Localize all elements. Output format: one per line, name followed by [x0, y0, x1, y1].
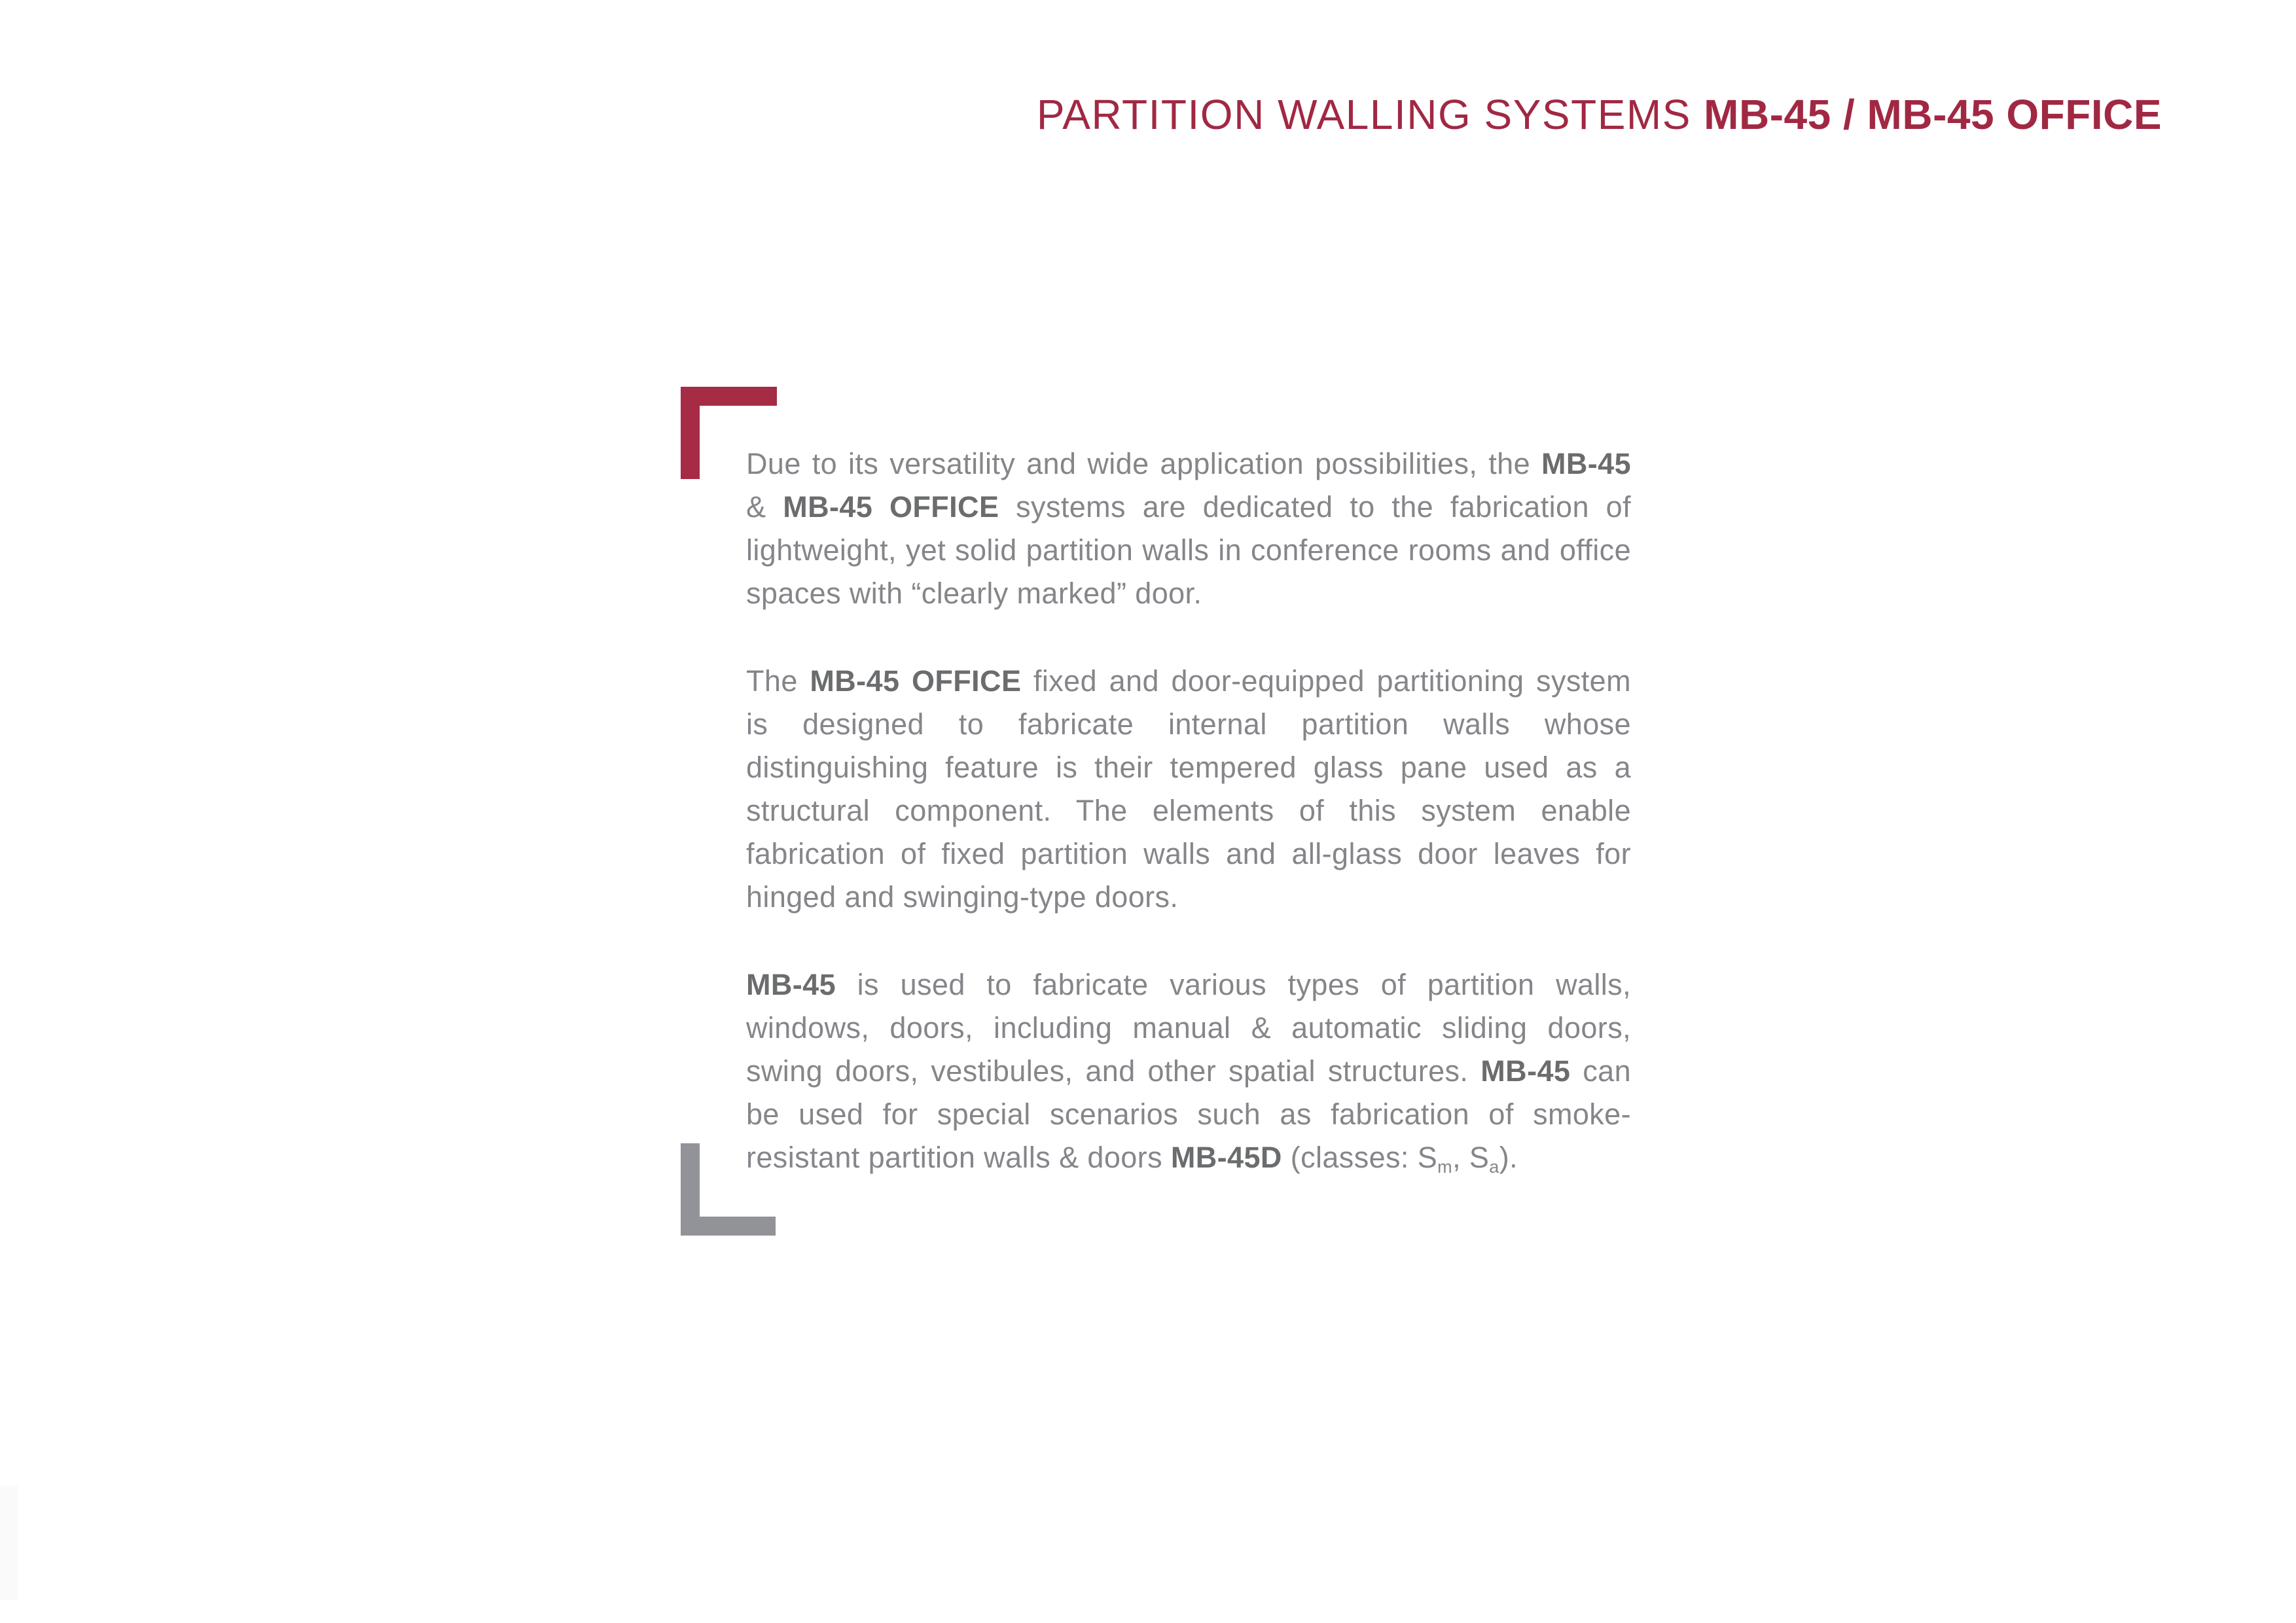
- text-segment: ).: [1499, 1141, 1518, 1174]
- subscript: a: [1489, 1156, 1499, 1177]
- page-edge-print-artifact: [0, 1486, 18, 1600]
- text-segment: (classes: S: [1282, 1141, 1438, 1174]
- paragraph-mb45-office: [746, 660, 1631, 919]
- text-segment: &: [746, 490, 783, 524]
- text-segment: fixed and door-equipped partitioning system is designed to fabricate internal partition walls whose distinguishing feature is their tempered glass pane used as a structural component. The elements of this system enable fabrication of fixed partition walls and all-glass door leaves for hinged and swinging-type doors.: [746, 664, 1631, 914]
- page-title: [1037, 93, 2162, 136]
- text-segment: Due to its versatility and wide application possibilities, the: [746, 447, 1541, 480]
- product-name: MB-45D: [1170, 1141, 1282, 1174]
- product-name: MB-45: [1480, 1054, 1571, 1088]
- corner-bracket-bottom-left-icon: [681, 1143, 776, 1236]
- product-name: MB-45 OFFICE: [783, 490, 999, 524]
- product-name: MB-45: [1541, 447, 1631, 480]
- product-name: MB-45: [746, 968, 836, 1001]
- text-segment: is used to fabricate various types of partition walls, windows, doors, including manual & automatic sliding doors, swing doors, vestibules, and other spatial structures.: [746, 968, 1631, 1088]
- product-name: MB-45 OFFICE: [810, 664, 1022, 698]
- text-segment: can be used for special scenarios such as fabrication of smoke-resistant partition walls & doors: [746, 1054, 1632, 1174]
- intro-text: [746, 442, 1631, 1224]
- paragraph-overview: [746, 442, 1631, 615]
- text-segment: , S: [1452, 1141, 1490, 1174]
- text-segment: The: [746, 664, 810, 698]
- page-title-section: PARTITION WALLING SYSTEMS: [1036, 91, 1704, 138]
- text-segment: systems are dedicated to the fabrication of lightweight, yet solid partition walls in conference rooms and office spaces with “clearly marked” door.: [746, 490, 1631, 610]
- page-title-product: MB-45 / MB-45 OFFICE: [1704, 91, 2162, 138]
- subscript: m: [1437, 1156, 1453, 1177]
- paragraph-mb45: [746, 963, 1631, 1179]
